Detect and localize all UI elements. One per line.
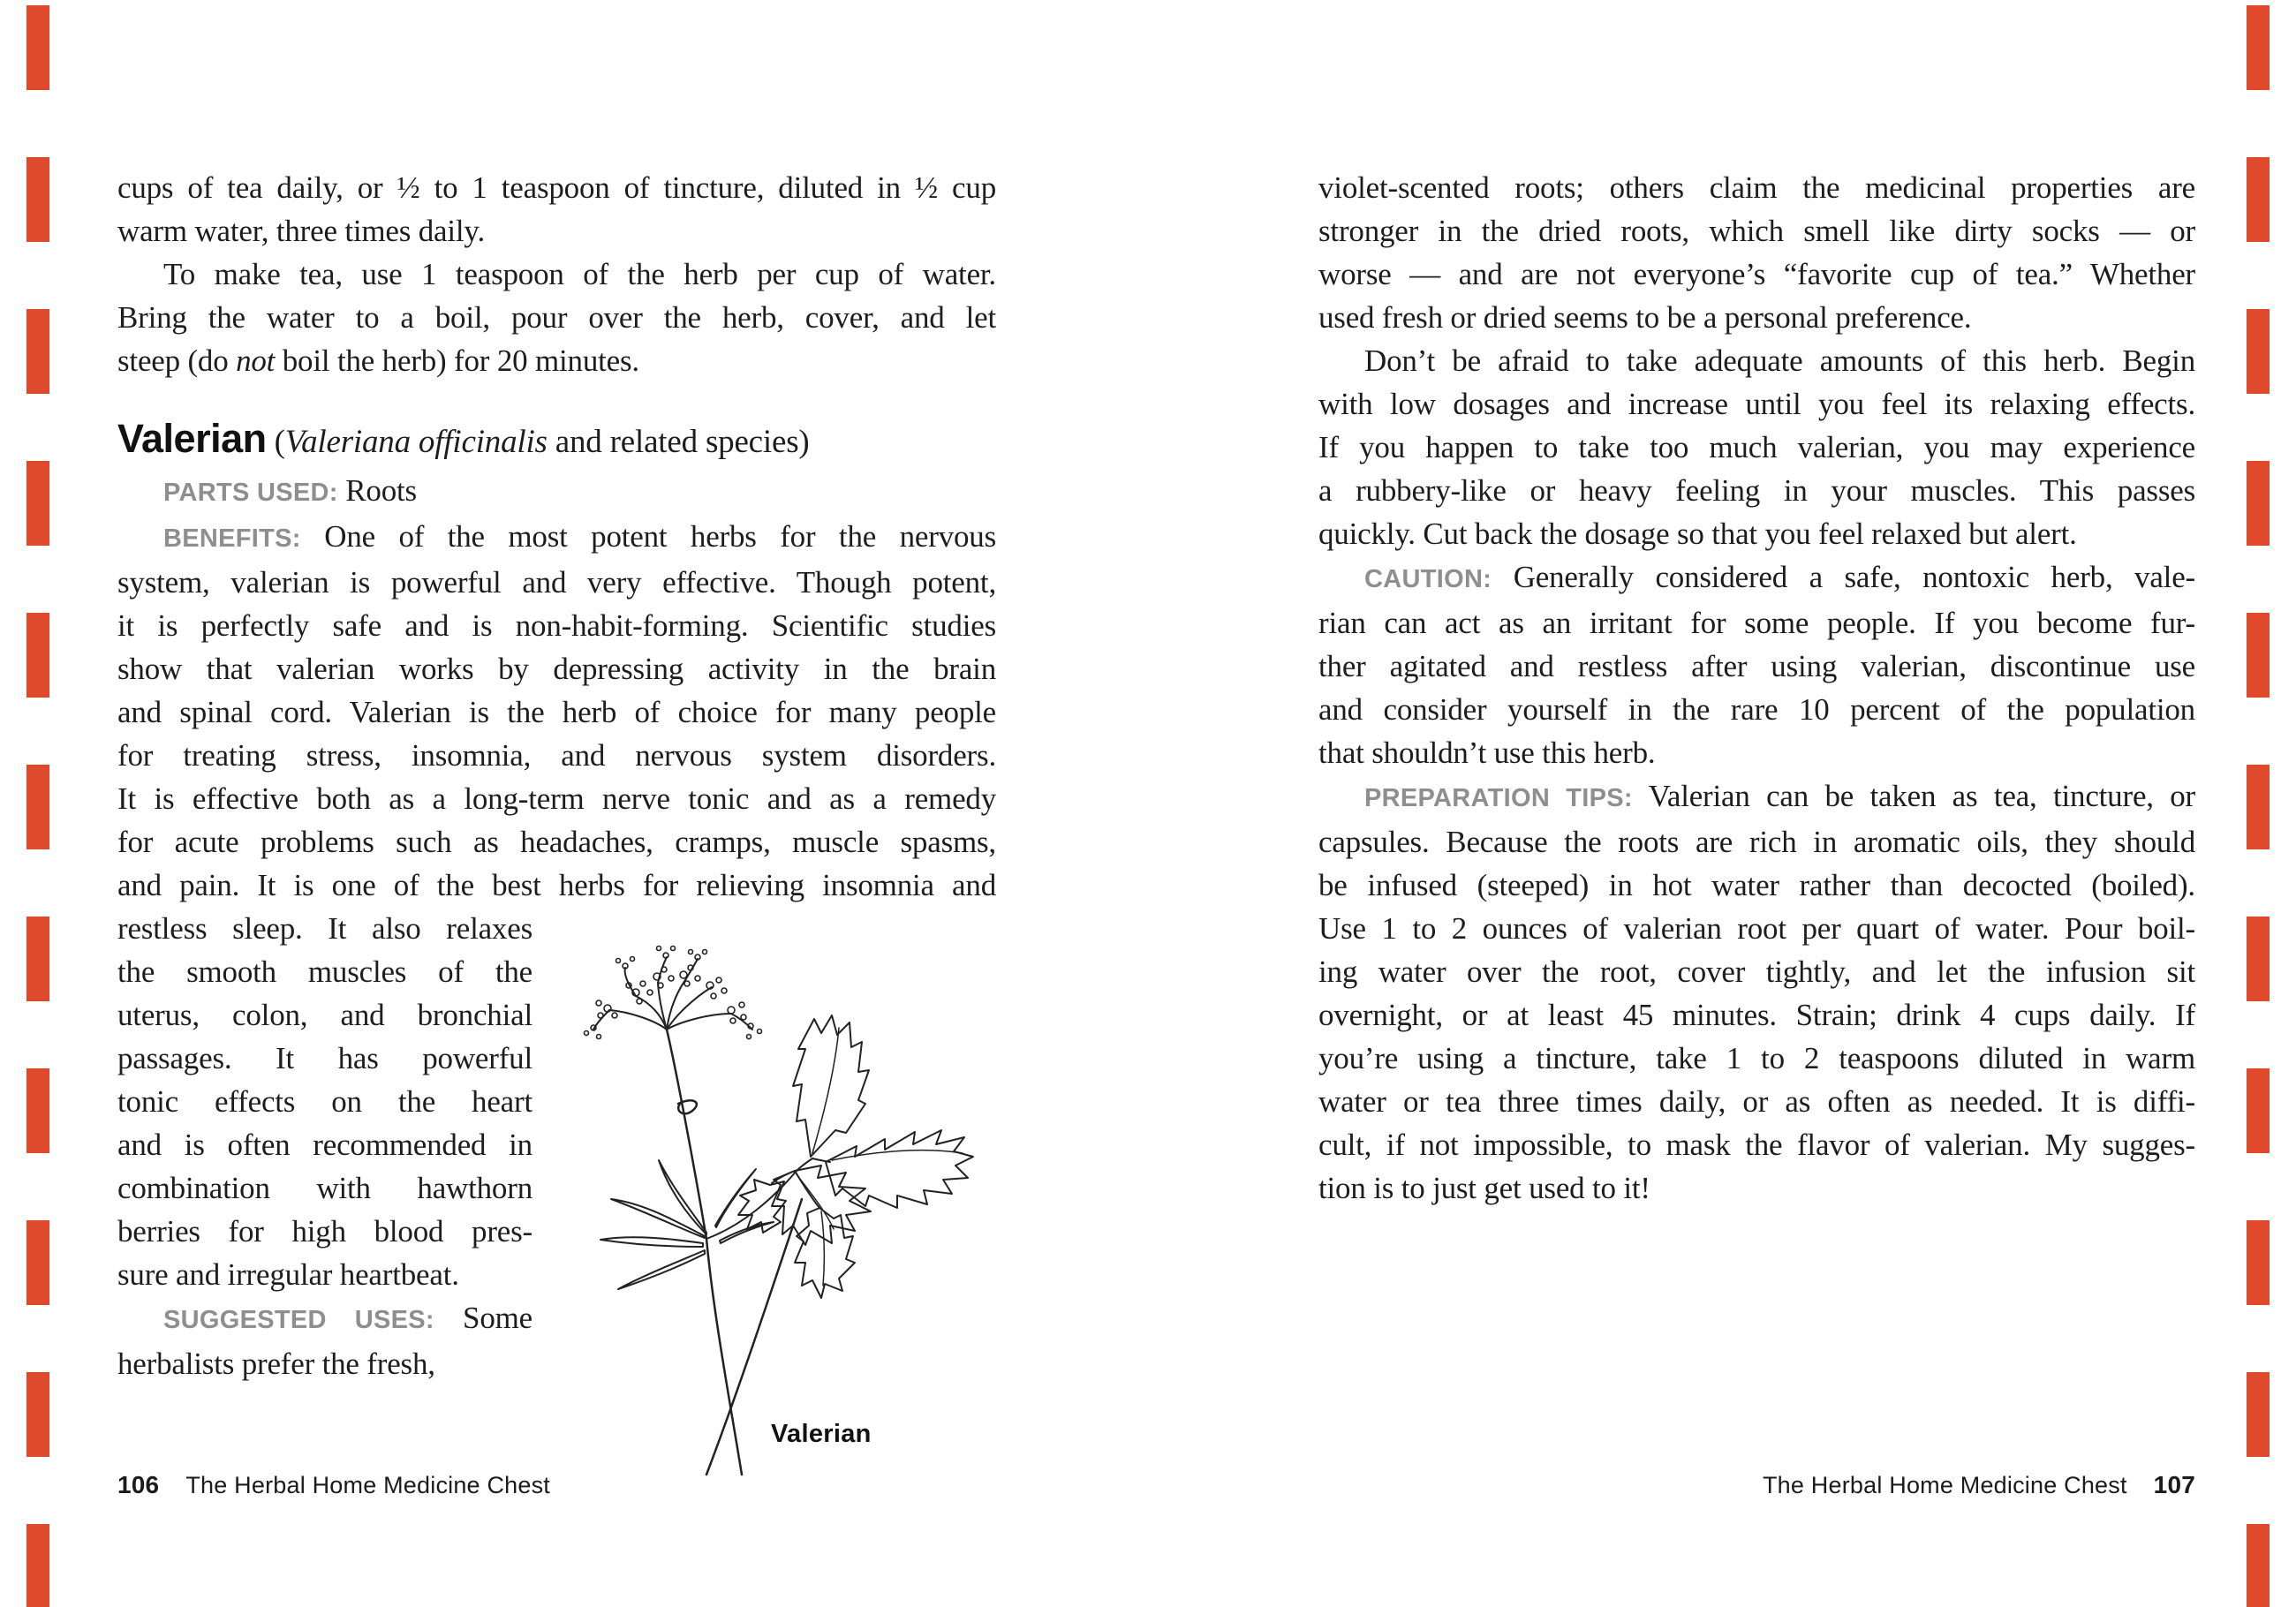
text-segment: violet-scented roots; others claim the medicinal properties are bbox=[1318, 170, 2195, 205]
text-segment: quickly. Cut back the dosage so that you feel relaxed but alert. bbox=[1318, 517, 2077, 551]
text-line bbox=[117, 561, 996, 604]
text-segment: tion is to just get used to it! bbox=[1318, 1171, 1650, 1205]
text-segment: water or tea three times daily, or as often as needed. It is diffi- bbox=[1318, 1084, 2195, 1119]
text-segment: used fresh or dried seems to be a personal preference. bbox=[1318, 300, 1972, 335]
text-line bbox=[117, 777, 996, 820]
text-line bbox=[1318, 339, 2195, 382]
section-label: BENEFITS: bbox=[163, 524, 301, 553]
paragraph-preparation-tips bbox=[1318, 774, 2195, 1210]
text-line bbox=[117, 1210, 532, 1253]
text-segment: and consider yourself in the rare 10 percent of the population bbox=[1318, 692, 2195, 727]
text-segment: rian can act as an irritant for some people. If you become fur- bbox=[1318, 606, 2195, 640]
text-line bbox=[117, 907, 532, 950]
text-segment: for treating stress, insomnia, and nervous system disorders. bbox=[117, 738, 996, 773]
text-line bbox=[1318, 993, 2195, 1037]
text-line bbox=[1318, 1123, 2195, 1166]
herb-name: Valerian bbox=[117, 416, 267, 461]
flower-umbel bbox=[593, 957, 752, 1030]
section-label: CAUTION: bbox=[1364, 565, 1492, 593]
text-segment: tonic effects on the heart bbox=[117, 1084, 532, 1119]
text-line bbox=[117, 209, 996, 253]
stems bbox=[667, 1030, 802, 1475]
parts-used-line bbox=[117, 469, 996, 515]
herb-heading bbox=[117, 412, 996, 469]
text-segment: and pain. It is one of the best herbs for relieving insomnia and bbox=[117, 868, 996, 902]
text-line bbox=[117, 1296, 532, 1342]
text-line bbox=[117, 950, 532, 993]
section-label: PREPARATION TIPS: bbox=[1364, 784, 1633, 812]
text-segment: warm water, three times daily. bbox=[117, 214, 485, 248]
text-segment: with low dosages and increase until you feel its relaxing effects. bbox=[1318, 387, 2195, 421]
text-line bbox=[1318, 907, 2195, 950]
text-line bbox=[1318, 1037, 2195, 1080]
text-line bbox=[117, 864, 996, 907]
text-line bbox=[117, 253, 996, 296]
right-page-number: 107 bbox=[2153, 1471, 2195, 1498]
paragraph-benefits-narrow bbox=[117, 907, 532, 1296]
text-segment: sure and irregular heartbeat. bbox=[117, 1257, 459, 1292]
paragraph-dosage-advice bbox=[1318, 339, 2195, 555]
text-segment: ther agitated and restless after using valerian, discontinue use bbox=[1318, 649, 2195, 683]
text-line bbox=[1318, 950, 2195, 993]
paragraph-roots bbox=[1318, 166, 2195, 339]
text-line bbox=[117, 1253, 532, 1296]
leaf-petioles bbox=[706, 1158, 830, 1239]
text-line bbox=[117, 993, 532, 1037]
text-segment: berries for high blood pres- bbox=[117, 1214, 532, 1249]
right-footer-title: The Herbal Home Medicine Chest bbox=[1762, 1472, 2127, 1498]
text-segment: the smooth muscles of the bbox=[117, 954, 532, 989]
text-line bbox=[1318, 1166, 2195, 1210]
heading-paren: ( bbox=[266, 424, 285, 460]
text-segment: not bbox=[236, 343, 276, 378]
text-line bbox=[1318, 731, 2195, 774]
section-label: PARTS USED: bbox=[163, 479, 338, 507]
umbel-florets bbox=[585, 947, 762, 1039]
text-line bbox=[1318, 166, 2195, 209]
left-footer-title: The Herbal Home Medicine Chest bbox=[185, 1472, 551, 1498]
text-segment: Use 1 to 2 ounces of valerian root per quart of water. Pour boil- bbox=[1318, 911, 2195, 946]
jagged-leaves bbox=[738, 1015, 973, 1298]
text-line bbox=[117, 339, 996, 382]
text-line bbox=[1318, 296, 2195, 339]
text-line bbox=[117, 647, 996, 690]
text-segment: Bring the water to a boil, pour over the herb, cover, and let bbox=[117, 300, 996, 335]
text-segment: you’re using a tincture, take 1 to 2 teaspoons diluted in warm bbox=[1318, 1041, 2195, 1075]
paragraph-dosage bbox=[117, 166, 996, 253]
text-segment: cult, if not impossible, to mask the flavor of valerian. My sugges- bbox=[1318, 1128, 2195, 1162]
text-segment: capsules. Because the roots are rich in aromatic oils, they should bbox=[1318, 825, 2195, 859]
text-line bbox=[117, 604, 996, 647]
text-line bbox=[1318, 1080, 2195, 1123]
text-line bbox=[1318, 426, 2195, 469]
left-page-number: 106 bbox=[117, 1471, 160, 1498]
text-segment: Roots bbox=[337, 473, 417, 508]
text-line bbox=[1318, 555, 2195, 601]
text-segment: it is perfectly safe and is non-habit-forming. Scientific studies bbox=[117, 608, 996, 643]
text-segment: that shouldn’t use this herb. bbox=[1318, 736, 1656, 770]
text-segment: steep (do bbox=[117, 343, 237, 378]
text-segment: cups of tea daily, or ½ to 1 teaspoon of tincture, diluted in ½ cup bbox=[117, 170, 996, 205]
text-segment: It is effective both as a long-term nerve tonic and as a remedy bbox=[117, 781, 996, 816]
herb-latin-name: Valeriana officinalis bbox=[284, 424, 548, 460]
text-segment: To make tea, use 1 teaspoon of the herb per cup of water. bbox=[163, 257, 996, 291]
text-line bbox=[117, 1166, 532, 1210]
text-line bbox=[1318, 469, 2195, 512]
text-line bbox=[117, 296, 996, 339]
text-segment: combination with hawthorn bbox=[117, 1171, 532, 1205]
left-footer bbox=[117, 1471, 550, 1499]
right-page-text-column bbox=[1318, 166, 2195, 1210]
paragraph-benefits bbox=[117, 515, 996, 907]
text-segment: show that valerian works by depressing activity in the brain bbox=[117, 652, 996, 686]
text-segment: a rubbery-like or heavy feeling in your muscles. This passes bbox=[1318, 473, 2195, 508]
text-line bbox=[117, 1037, 532, 1080]
text-line bbox=[1318, 601, 2195, 645]
text-segment: Generally considered a safe, nontoxic herb, vale- bbox=[1492, 560, 2195, 594]
text-segment: system, valerian is powerful and very effective. Though potent, bbox=[117, 565, 996, 600]
text-segment: overnight, or at least 45 minutes. Strain; drink 4 cups daily. If bbox=[1318, 998, 2195, 1032]
text-line bbox=[1318, 864, 2195, 907]
text-line bbox=[1318, 209, 2195, 253]
text-line bbox=[117, 690, 996, 734]
paragraph-make-tea bbox=[117, 253, 996, 382]
text-line bbox=[1318, 512, 2195, 555]
text-segment: for acute problems such as headaches, cramps, muscle spasms, bbox=[117, 825, 996, 859]
text-segment: One of the most potent herbs for the nervous bbox=[300, 519, 996, 554]
text-line bbox=[1318, 253, 2195, 296]
text-line bbox=[117, 166, 996, 209]
text-segment: boil the herb) for 20 minutes. bbox=[275, 343, 639, 378]
text-line bbox=[117, 1123, 532, 1166]
text-segment: herbalists prefer the fresh, bbox=[117, 1347, 435, 1381]
heading-rest: and related species) bbox=[547, 424, 810, 460]
text-line bbox=[117, 1080, 532, 1123]
text-segment: Valerian can be taken as tea, tincture, or bbox=[1632, 779, 2195, 813]
text-segment: and is often recommended in bbox=[117, 1128, 532, 1162]
text-segment: stronger in the dried roots, which smell like dirty socks — or bbox=[1318, 214, 2195, 248]
text-segment: Some bbox=[434, 1301, 532, 1335]
text-segment: and spinal cord. Valerian is the herb of choice for many people bbox=[117, 695, 996, 729]
left-page-text-column bbox=[117, 166, 996, 1448]
text-line bbox=[1318, 774, 2195, 820]
text-line bbox=[117, 515, 996, 561]
text-segment: be infused (steeped) in hot water rather than decocted (boiled). bbox=[1318, 868, 2195, 902]
left-slender-leaves bbox=[600, 1160, 774, 1289]
page-edge-marks-left bbox=[26, 5, 49, 1607]
text-line bbox=[1318, 820, 2195, 864]
text-segment: worse — and are not everyone’s “favorite cup of tea.” Whether bbox=[1318, 257, 2195, 291]
text-line bbox=[1318, 382, 2195, 426]
text-line bbox=[117, 734, 996, 777]
paragraph-suggested-uses bbox=[117, 1296, 532, 1385]
page-edge-marks-right bbox=[2247, 5, 2270, 1607]
text-segment: If you happen to take too much valerian, you may experience bbox=[1318, 430, 2195, 464]
right-footer bbox=[1763, 1471, 2195, 1499]
paragraph-caution bbox=[1318, 555, 2195, 774]
text-line bbox=[1318, 688, 2195, 731]
text-segment: restless sleep. It also relaxes bbox=[117, 911, 532, 946]
text-segment: ing water over the root, cover tightly, and let the infusion sit bbox=[1318, 954, 2195, 989]
section-label: SUGGESTED USES: bbox=[163, 1306, 434, 1334]
text-line bbox=[117, 820, 996, 864]
text-line bbox=[117, 469, 996, 515]
text-line bbox=[117, 1342, 532, 1385]
text-segment: passages. It has powerful bbox=[117, 1041, 532, 1075]
text-segment: Don’t be afraid to take adequate amounts of this herb. Begin bbox=[1364, 343, 2195, 378]
illustration-caption: Valerian bbox=[771, 1420, 872, 1448]
text-line bbox=[1318, 645, 2195, 688]
text-segment: uterus, colon, and bronchial bbox=[117, 998, 532, 1032]
valerian-illustration bbox=[574, 934, 980, 1482]
